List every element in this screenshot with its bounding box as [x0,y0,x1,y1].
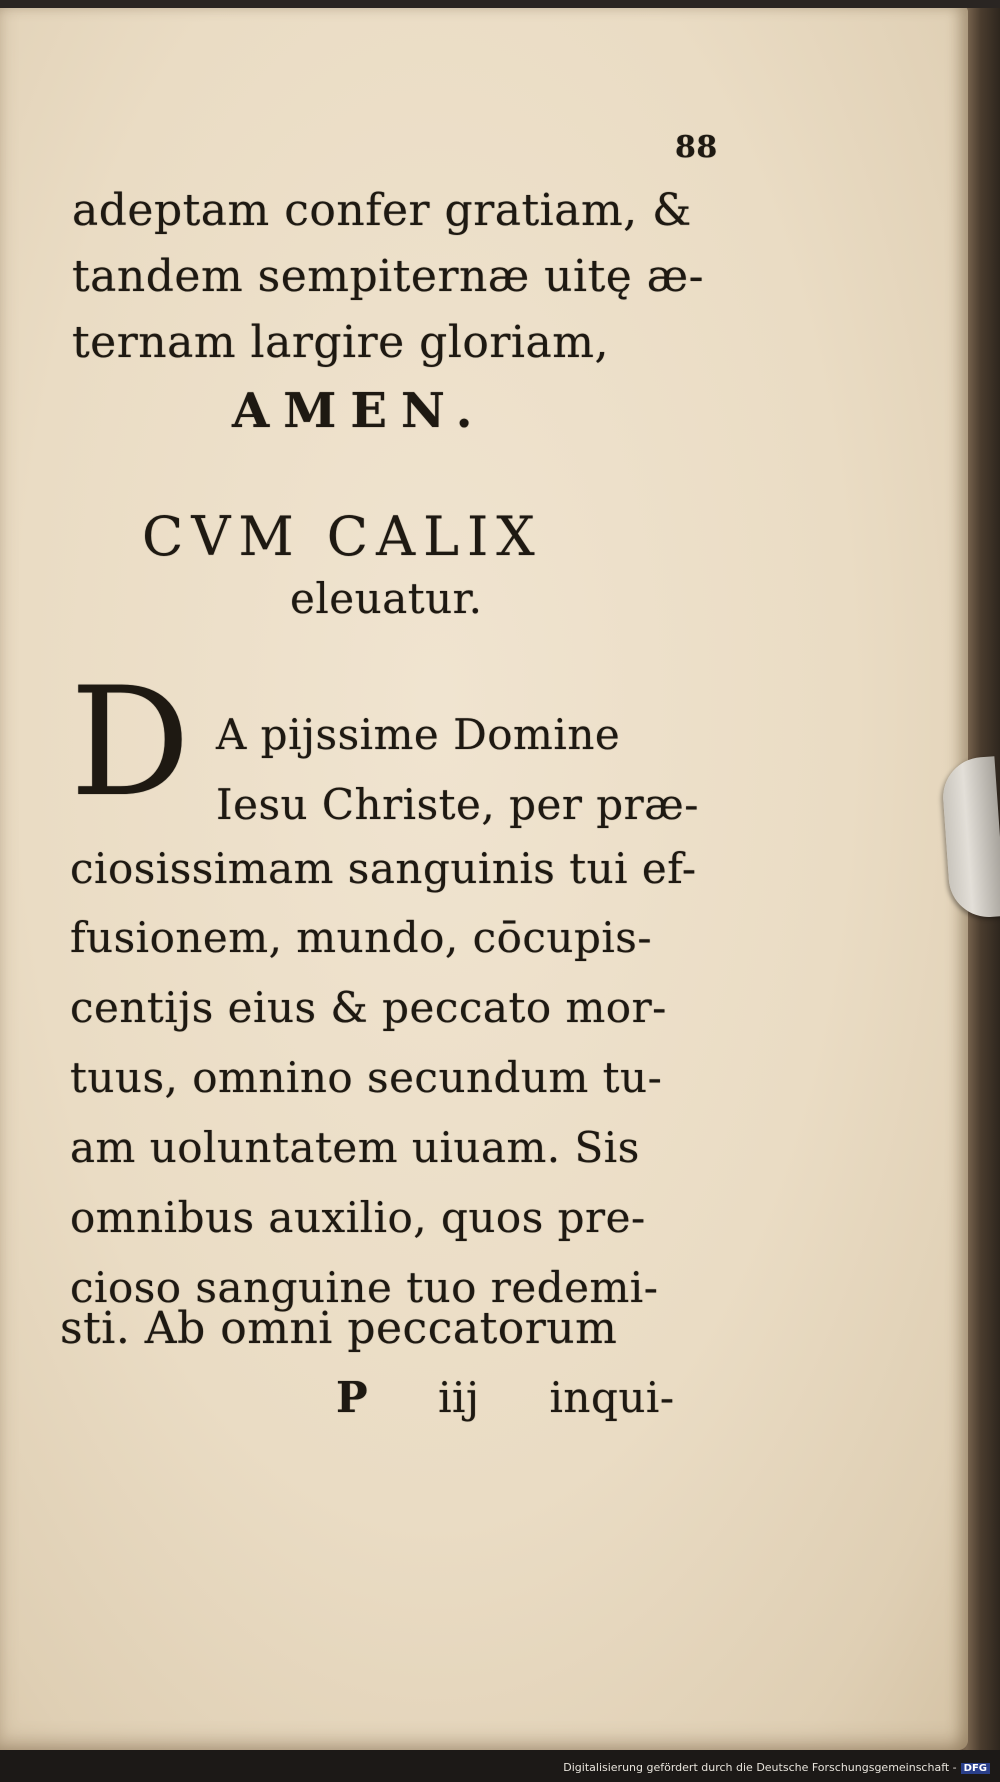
section-heading: CVM CALIX [142,505,543,568]
prayer-line: am uoluntatem uiuam. Sis [70,1123,640,1172]
section-subheading: eleuatur. [290,574,483,623]
prayer-end-line: adeptam confer gratiam, & [72,185,692,236]
footer-credit [563,1761,990,1774]
prayer-line: A pijssime Domine [216,710,621,759]
prayer-line: Iesu Christe, per præ- [216,780,699,829]
top-edge-band [0,0,1000,8]
prayer-line: tuus, omnino secundum tu- [70,1053,663,1102]
signature-number: iij [438,1373,480,1422]
catchword: inqui- [549,1373,675,1422]
prayer-line: centijs eius & peccato mor- [70,983,667,1032]
prayer-line: sti. Ab omni peccatorum [60,1303,618,1354]
folio-number: 88 [675,130,718,165]
prayer-line: omnibus auxilio, quos pre- [70,1193,646,1242]
amen-line: AMEN. [232,383,487,439]
signature-mark: P [336,1373,369,1422]
prayer-line: ciosissimam sanguinis tui ef- [70,844,697,893]
footer-credit-text: Digitalisierung gefördert durch die Deutsche Forschungsgemeinschaft - [563,1761,957,1774]
prayer-line: cioso sanguine tuo redemi- [70,1263,659,1312]
drop-capital: D [70,656,191,830]
catchline [336,1373,675,1422]
prayer-end-line: tandem sempiternæ uitę æ- [72,251,705,302]
prayer-line: fusionem, mundo, cōcupis- [70,913,653,962]
dfg-logo: DFG [961,1763,990,1774]
prayer-end-line: ternam largire gloriam, [72,317,609,368]
